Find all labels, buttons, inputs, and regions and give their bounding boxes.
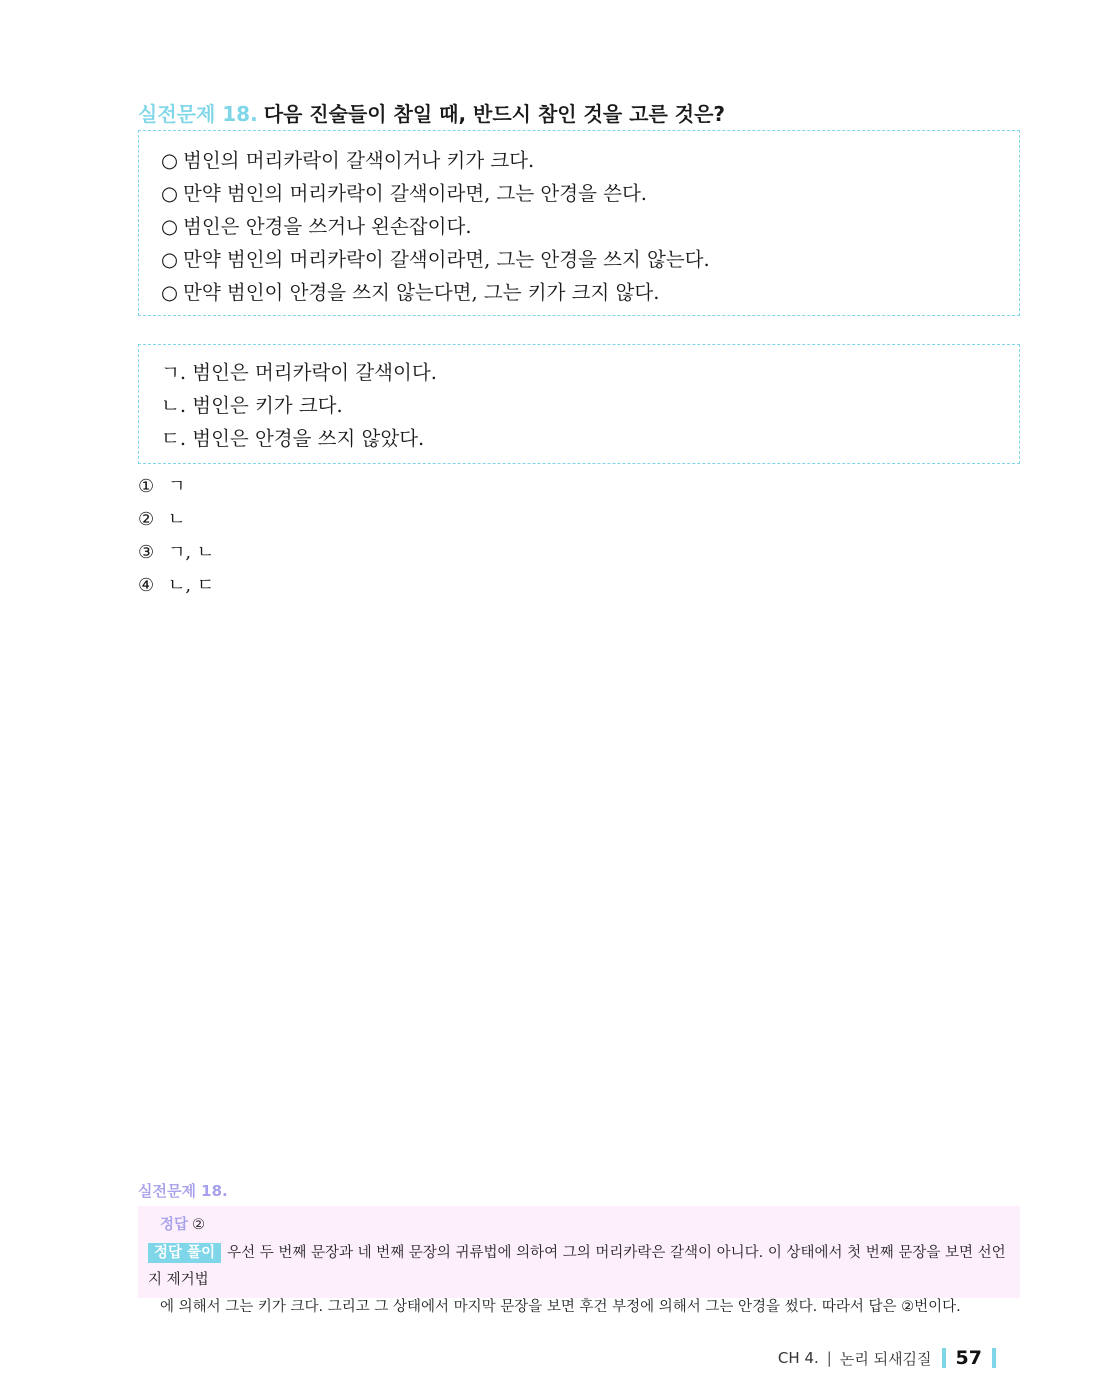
- accent-bar-left: [942, 1348, 946, 1368]
- premises-box: [138, 130, 1020, 316]
- premise-text: 만약 범인이 안경을 쓰지 않는다면, 그는 키가 크지 않다.: [183, 281, 660, 304]
- answer-section-label: 실전문제 18.: [138, 1182, 228, 1200]
- explanation-text-2: 에 의해서 그는 키가 크다. 그리고 그 상태에서 마지막 문장을 보면 후건 부정에 의해서 그는 안경을 썼다. 따라서 답은 ②번이다.: [160, 1299, 961, 1315]
- answer-choice: [138, 503, 214, 536]
- explanation-tag: 정답 풀이: [148, 1243, 221, 1263]
- circle-bullet-icon: ○: [161, 149, 179, 172]
- accent-bar-right: [992, 1348, 996, 1368]
- statement-item: [161, 422, 1019, 455]
- question-text: 다음 진술들이 참일 때, 반드시 참인 것을 고른 것은?: [263, 102, 725, 126]
- premise-item: [161, 243, 1019, 276]
- answer-choice: [138, 569, 214, 602]
- footer-separator: |: [826, 1349, 832, 1367]
- answer-choice: [138, 536, 214, 569]
- premise-item: [161, 177, 1019, 210]
- question-number: 실전문제 18.: [138, 102, 258, 126]
- choice-number: ②: [138, 509, 155, 530]
- circle-bullet-icon: ○: [161, 281, 179, 304]
- circle-bullet-icon: ○: [161, 248, 179, 271]
- circle-bullet-icon: ○: [161, 182, 179, 205]
- page-footer: [778, 1347, 1006, 1369]
- chapter-label: CH 4.: [777, 1349, 819, 1367]
- explanation-text-1: 우선 두 번째 문장과 네 번째 문장의 귀류법에 의하여 그의 머리카락은 갈색이 아니다. 이 상태에서 첫 번째 문장을 보면 선언지 제거법: [148, 1245, 1006, 1288]
- choice-text: ㄴ, ㄷ: [168, 575, 215, 596]
- explanation-line: [148, 1240, 1010, 1294]
- choice-number: ①: [138, 476, 155, 497]
- choice-text: ㄱ: [168, 476, 186, 497]
- chapter-title: 논리 되새김질: [839, 1349, 932, 1368]
- premise-text: 만약 범인의 머리카락이 갈색이라면, 그는 안경을 쓴다.: [183, 182, 648, 205]
- circle-bullet-icon: ○: [161, 215, 179, 238]
- premise-item: [161, 210, 1019, 243]
- question-title: [138, 98, 725, 127]
- premise-text: 범인은 안경을 쓰거나 왼손잡이다.: [183, 215, 472, 238]
- answer-line: [160, 1214, 1010, 1236]
- statements-box: [138, 344, 1020, 464]
- statement-text: 범인은 키가 크다.: [192, 394, 343, 417]
- statement-label: ㄷ.: [161, 427, 187, 450]
- premise-item: [161, 276, 1019, 309]
- choice-number: ③: [138, 542, 155, 563]
- statement-item: [161, 356, 1019, 389]
- answer-value: ②: [192, 1217, 206, 1233]
- choice-text: ㄴ: [168, 509, 186, 530]
- premise-text: 만약 범인의 머리카락이 갈색이라면, 그는 안경을 쓰지 않는다.: [183, 248, 710, 271]
- choice-number: ④: [138, 575, 155, 596]
- explanation: [148, 1240, 1010, 1321]
- statement-text: 범인은 머리카락이 갈색이다.: [192, 361, 437, 384]
- answer-tag: 정답: [160, 1217, 189, 1233]
- premise-text: 범인의 머리카락이 갈색이거나 키가 크다.: [183, 149, 535, 172]
- choice-text: ㄱ, ㄴ: [168, 542, 215, 563]
- statement-label: ㄴ.: [161, 394, 187, 417]
- statement-label: ㄱ.: [161, 361, 187, 384]
- statement-text: 범인은 안경을 쓰지 않았다.: [192, 427, 425, 450]
- page-number: 57: [955, 1347, 982, 1369]
- answer-box: [138, 1206, 1020, 1315]
- answer-choices: [138, 470, 214, 602]
- statement-item: [161, 389, 1019, 422]
- answer-choice: [138, 470, 214, 503]
- premise-item: [161, 144, 1019, 177]
